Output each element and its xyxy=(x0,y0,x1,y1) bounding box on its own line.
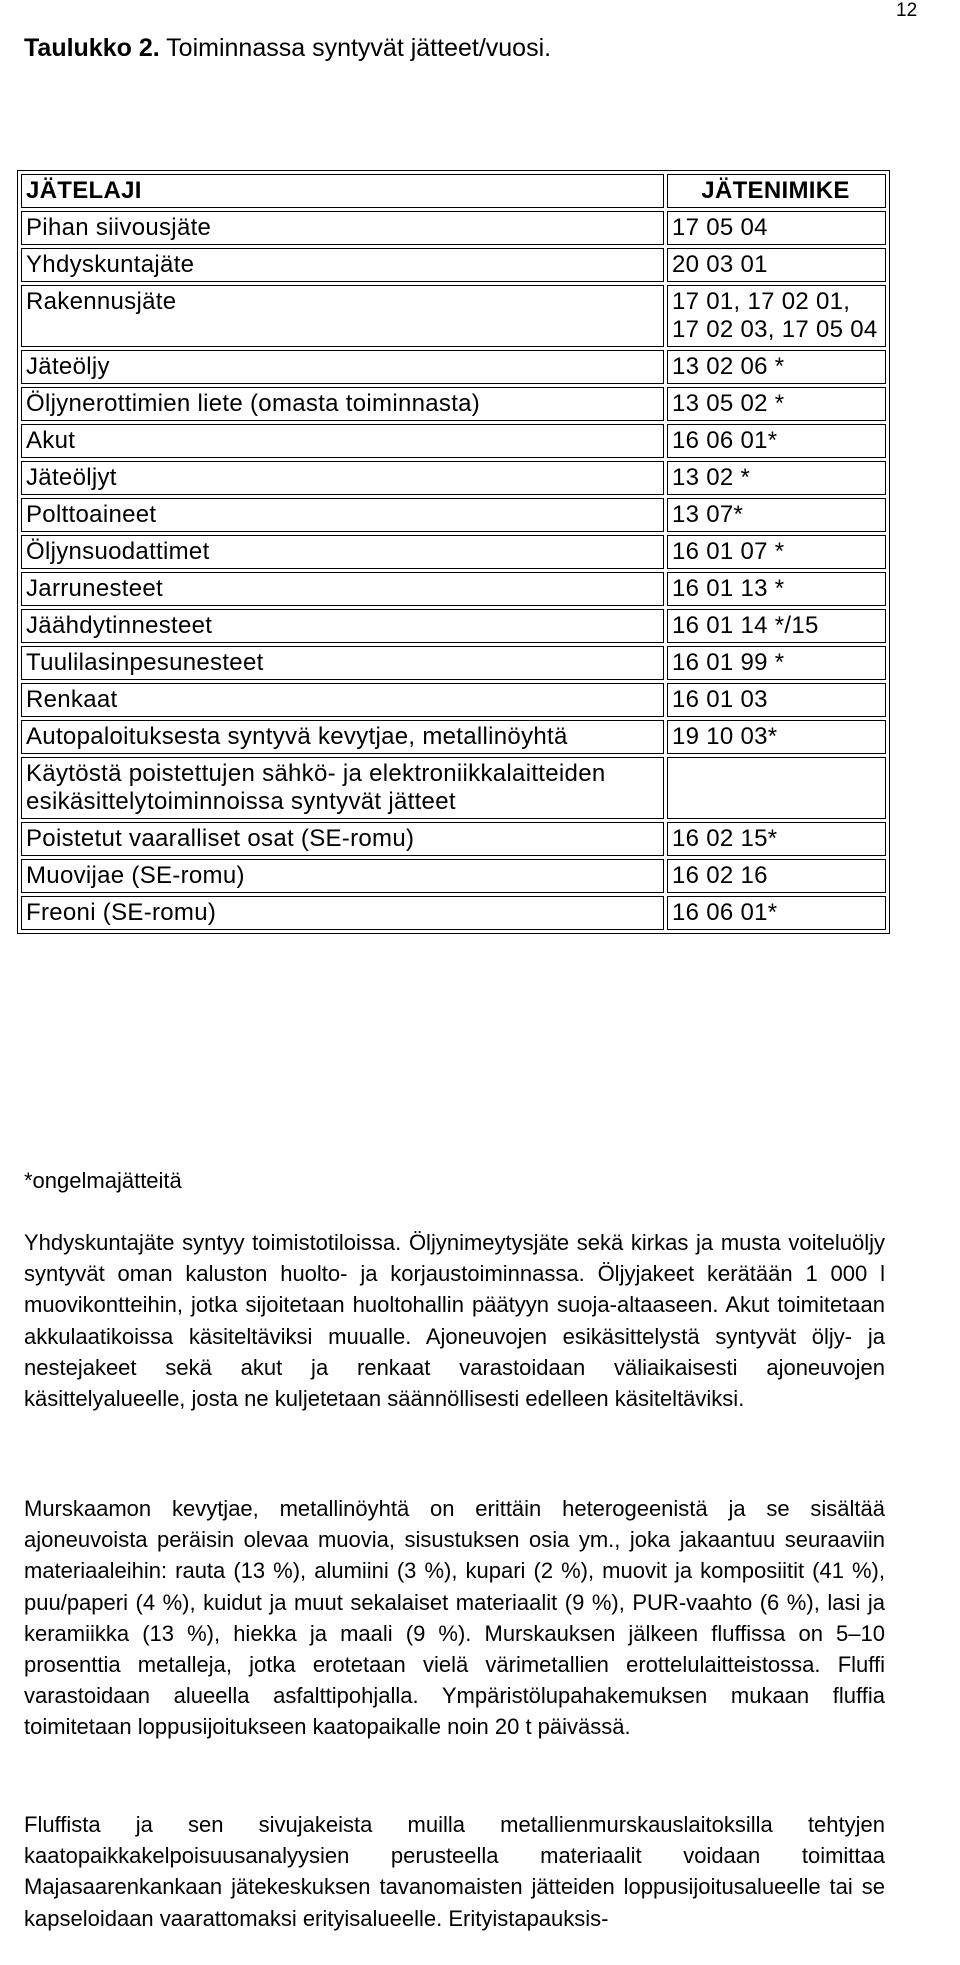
waste-code-cell: 16 06 01* xyxy=(667,896,886,930)
waste-code-cell: 16 01 13 * xyxy=(667,572,886,606)
waste-type-cell: Muovijae (SE-romu) xyxy=(21,859,664,893)
waste-type-cell: Jäteöljyt xyxy=(21,461,664,495)
waste-code-cell: 16 02 16 xyxy=(667,859,886,893)
table-row xyxy=(21,683,886,717)
waste-type-cell: Poistetut vaaralliset osat (SE-romu) xyxy=(21,822,664,856)
waste-type-cell: Rakennusjäte xyxy=(21,285,664,347)
table-row xyxy=(21,285,886,347)
waste-code-cell: 17 01, 17 02 01, 17 02 03, 17 05 04 xyxy=(667,285,886,347)
table-row xyxy=(21,387,886,421)
paragraph-1: Yhdyskuntajäte syntyy toimistotiloissa. Öljynimeytysjäte sekä kirkas ja musta voiteluöljy syntyvät oman kaluston huolto- ja korjaustoiminnassa. Öljyjakeet kerätään 1 000 l muovikontteihin, jotka sijoitetaan huoltohallin päätyyn suoja-altaaseen. Akut toimitetaan akkulaatikoissa käsiteltäviksi muualle. Ajoneuvojen esikäsittelystä syntyvät öljy- ja nestejakeet sekä akut ja renkaat varastoidaan väliaikaisesti ajoneuvojen käsittelyalueelle, josta ne kuljetetaan säännöllisesti edelleen käsiteltäviksi. xyxy=(24,1230,885,1412)
table-row xyxy=(21,350,886,384)
waste-type-cell: Jäteöljy xyxy=(21,350,664,384)
table-header-row xyxy=(21,174,886,208)
waste-type-cell: Autopaloituksesta syntyvä kevytjae, metallinöyhtä xyxy=(21,720,664,754)
table-caption-text: Toiminnassa syntyvät jätteet/vuosi. xyxy=(159,34,552,62)
waste-type-cell: Öljynerottimien liete (omasta toiminnasta) xyxy=(21,387,664,421)
waste-code-cell: 13 05 02 * xyxy=(667,387,886,421)
waste-code-cell: 13 07* xyxy=(667,498,886,532)
waste-code-cell xyxy=(667,757,886,819)
waste-type-cell: Renkaat xyxy=(21,683,664,717)
waste-code-cell: 16 02 15* xyxy=(667,822,886,856)
paragraph-2: Murskaamon kevytjae, metallinöyhtä on erittäin heterogeenistä ja se sisältää ajoneuvoista peräisin olevaa muovia, sisustuksen osia ym., joka jakaantuu seuraaviin materiaaleihin: rauta (13 %), alumiini (3 %), kupari (2 %), muovit ja komposiitit (41 %), puu/paperi (4 %), kuidut ja muut sekalaiset materiaalit (9 %), PUR-vaahto (6 %), lasi ja keramiikka (13 %), hiekka ja maali (9 %). Murskauksen jälkeen fluffissa on 5–10 prosenttia metalleja, jotka erotetaan vielä värimetallien erottelulaitteistossa. Fluffi varastoidaan alueella asfalttipohjalla. Ympäristölupahakemuksen mukaan fluffia toimitetaan loppusijoitukseen kaatopaikalle noin 20 t päivässä. xyxy=(24,1496,885,1740)
waste-type-cell: Pihan siivousjäte xyxy=(21,211,664,245)
table-caption xyxy=(24,34,551,63)
table-row xyxy=(21,535,886,569)
waste-table xyxy=(17,170,890,934)
waste-type-cell: Jäähdytinnesteet xyxy=(21,609,664,643)
table-row xyxy=(21,498,886,532)
waste-type-cell: Yhdyskuntajäte xyxy=(21,248,664,282)
table-row xyxy=(21,248,886,282)
table-row xyxy=(21,720,886,754)
waste-code-cell: 16 01 03 xyxy=(667,683,886,717)
footnote: *ongelmajätteitä xyxy=(24,1168,182,1193)
table-row xyxy=(21,424,886,458)
waste-type-cell: Jarrunesteet xyxy=(21,572,664,606)
table-row xyxy=(21,461,886,495)
waste-type-cell: Öljynsuodattimet xyxy=(21,535,664,569)
waste-code-cell: 17 05 04 xyxy=(667,211,886,245)
table-row xyxy=(21,609,886,643)
table-row xyxy=(21,646,886,680)
waste-type-cell: Tuulilasinpesunesteet xyxy=(21,646,664,680)
waste-type-cell: Polttoaineet xyxy=(21,498,664,532)
header-waste-code: JÄTENIMIKE xyxy=(667,174,886,208)
table-row xyxy=(21,757,886,819)
waste-code-cell: 16 06 01* xyxy=(667,424,886,458)
paragraph-3: Fluffista ja sen sivujakeista muilla metallienmurskauslaitoksilla tehtyjen kaatopaikkakelpoisuusanalyysien perusteella materiaalit voidaan toimittaa Majasaarenkankaan jätekeskuksen tavanomaisten jätteiden loppusijoitusalueelle tai se kapseloidaan vaarattomaksi erityisalueelle. Erityistapauksis- xyxy=(24,1812,885,1931)
table-row xyxy=(21,896,886,930)
waste-code-cell: 13 02 * xyxy=(667,461,886,495)
table-row xyxy=(21,572,886,606)
waste-type-cell: Akut xyxy=(21,424,664,458)
waste-table-body xyxy=(21,174,886,930)
waste-type-cell: Käytöstä poistettujen sähkö- ja elektroniikkalaitteiden esikäsittelytoiminnoissa syntyvät jätteet xyxy=(21,757,664,819)
header-waste-type: JÄTELAJI xyxy=(21,174,664,208)
table-caption-label: Taulukko 2. xyxy=(24,34,160,62)
table-row xyxy=(21,822,886,856)
waste-code-cell: 20 03 01 xyxy=(667,248,886,282)
waste-code-cell: 16 01 14 */15 xyxy=(667,609,886,643)
table-row xyxy=(21,211,886,245)
page-number: 12 xyxy=(896,0,918,21)
waste-code-cell: 16 01 07 * xyxy=(667,535,886,569)
waste-code-cell: 19 10 03* xyxy=(667,720,886,754)
waste-code-cell: 16 01 99 * xyxy=(667,646,886,680)
waste-type-cell: Freoni (SE-romu) xyxy=(21,896,664,930)
waste-code-cell: 13 02 06 * xyxy=(667,350,886,384)
table-row xyxy=(21,859,886,893)
